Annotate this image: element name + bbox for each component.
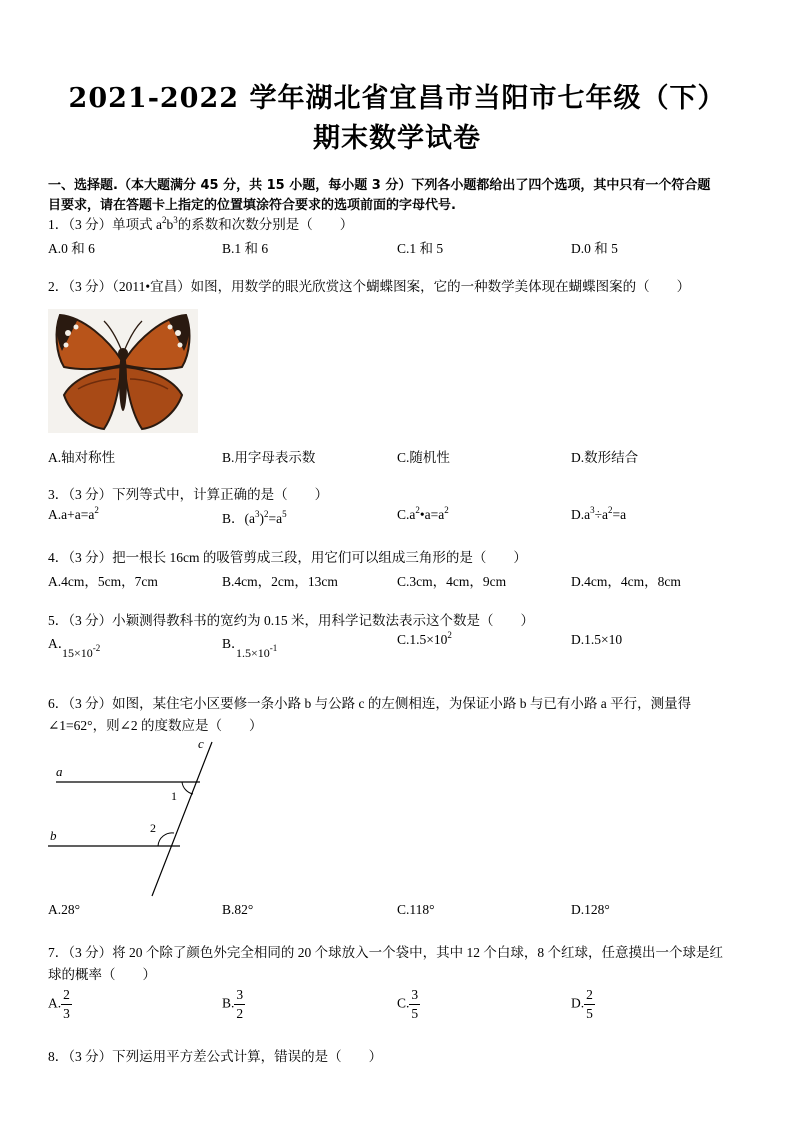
q2-option-a[interactable]: A.轴对称性: [48, 450, 116, 465]
question-7: [48, 942, 758, 986]
q6-option-d[interactable]: D.128°: [571, 902, 610, 917]
q3-option-c[interactable]: $C.a^2•a=a^2$: [397, 505, 449, 522]
question-2: 2．（3 分）（2011•宜昌）如图，用数学的眼光欣赏这个蝴蝶图案，它的一种数学美体现在蝴蝶图案的（ ）: [48, 279, 691, 294]
angle-2-arc: [158, 833, 174, 846]
page-subtitle: 期末数学试卷: [313, 123, 481, 154]
butterfly-image: [48, 309, 198, 433]
question-7-line2: 球的概率（ ）: [48, 967, 156, 982]
section-heading-line2: 目要求，请在答题卡上指定的位置填涂符合要求的选项前面的字母代号.: [48, 198, 456, 213]
question-3: 3．（3 分）下列等式中，计算正确的是（ ）: [48, 487, 329, 502]
question-5: 5．（3 分）小颖测得教科书的宽约为 0.15 米，用科学记数法表示这个数是（ ）: [48, 613, 534, 628]
section-heading: [48, 176, 748, 216]
q4-option-d[interactable]: D.4cm，4cm，8cm: [571, 574, 681, 589]
q1-option-d[interactable]: D.0 和 5: [571, 241, 618, 256]
q5-option-d[interactable]: D.1.5×10: [571, 632, 623, 647]
q6-option-a[interactable]: A.28°: [48, 902, 81, 917]
line-c: [152, 742, 212, 896]
q6-option-b[interactable]: B.82°: [222, 902, 254, 917]
q2-option-c[interactable]: C.随机性: [397, 450, 450, 465]
q1-option-b[interactable]: B.1 和 6: [222, 241, 269, 256]
question-1: 1．（3 分）单项式 $a^2b^3$的系数和次数分别是（ ）: [48, 215, 354, 232]
q1-option-c[interactable]: C.1 和 5: [397, 241, 444, 256]
page-title: 2021-2022 学年湖北省宜昌市当阳市七年级（下）: [68, 83, 726, 114]
q2-option-d[interactable]: D.数形结合: [571, 450, 639, 465]
label-b: b: [50, 828, 57, 843]
q2-option-b[interactable]: B.用字母表示数: [222, 450, 316, 465]
q4-option-a[interactable]: A.4cm，5cm，7cm: [48, 574, 158, 589]
q1-option-a[interactable]: A.0 和 6: [48, 241, 95, 256]
question-6-line2: ∠1=62°，则∠2 的度数应是（ ）: [48, 718, 263, 733]
label-c: c: [198, 736, 204, 751]
label-angle-1: 1: [171, 789, 177, 803]
label-angle-2: 2: [150, 821, 156, 835]
q7-option-d[interactable]: D. $\frac{2}{5}$: [571, 987, 593, 1021]
label-a: a: [56, 764, 63, 779]
q5-option-a[interactable]: A． $15\times 10^{-2}$: [48, 636, 101, 660]
q3-option-b[interactable]: B．$(a^3)^2=a^5$: [222, 509, 287, 526]
q4-option-c[interactable]: C.3cm，4cm，9cm: [397, 574, 507, 589]
q7-option-b[interactable]: B. $\frac{3}{2}$: [222, 987, 244, 1021]
parallel-lines-figure: [40, 734, 230, 900]
section-heading-line1: 一、选择题.（本大题满分 45 分，共 15 小题，每小题 3 分）下列各小题都给出了四个选项，其中只有一个符合题: [48, 178, 711, 193]
angle-1-arc: [182, 782, 193, 794]
question-6: [48, 693, 758, 737]
question-7-line1: 7．（3 分）将 20 个除了颜色外完全相同的 20 个球放入一个袋中，其中 12 个白球，8 个红球，任意摸出一个球是红: [48, 945, 723, 960]
q4-option-b[interactable]: B.4cm，2cm，13cm: [222, 574, 338, 589]
q6-option-c[interactable]: C.118°: [397, 902, 435, 917]
q5-option-c[interactable]: $C.1.5\times 10^2$: [397, 630, 452, 647]
question-8: 8．（3 分）下列运用平方差公式计算，错误的是（ ）: [48, 1049, 383, 1064]
q3-option-a[interactable]: $A.a+a=a^2$: [48, 505, 99, 522]
butterfly-illustration: [48, 309, 198, 433]
q3-option-d[interactable]: $D.a^3\div a^2=a$: [571, 505, 627, 522]
q7-option-c[interactable]: C. $\frac{3}{5}$: [397, 987, 419, 1021]
q5-option-b[interactable]: B． $1.5\times 10^{-1}$: [222, 636, 278, 660]
question-4: 4．（3 分）把一根长 16cm 的吸管剪成三段，用它们可以组成三角形的是（ ）: [48, 550, 527, 565]
q7-option-a[interactable]: A. $\frac{2}{3}$: [48, 987, 70, 1021]
question-6-line1: 6．（3 分）如图，某住宅小区要修一条小路 b 与公路 c 的左侧相连，为保证小路 b 与已有小路 a 平行，测量得: [48, 696, 692, 711]
